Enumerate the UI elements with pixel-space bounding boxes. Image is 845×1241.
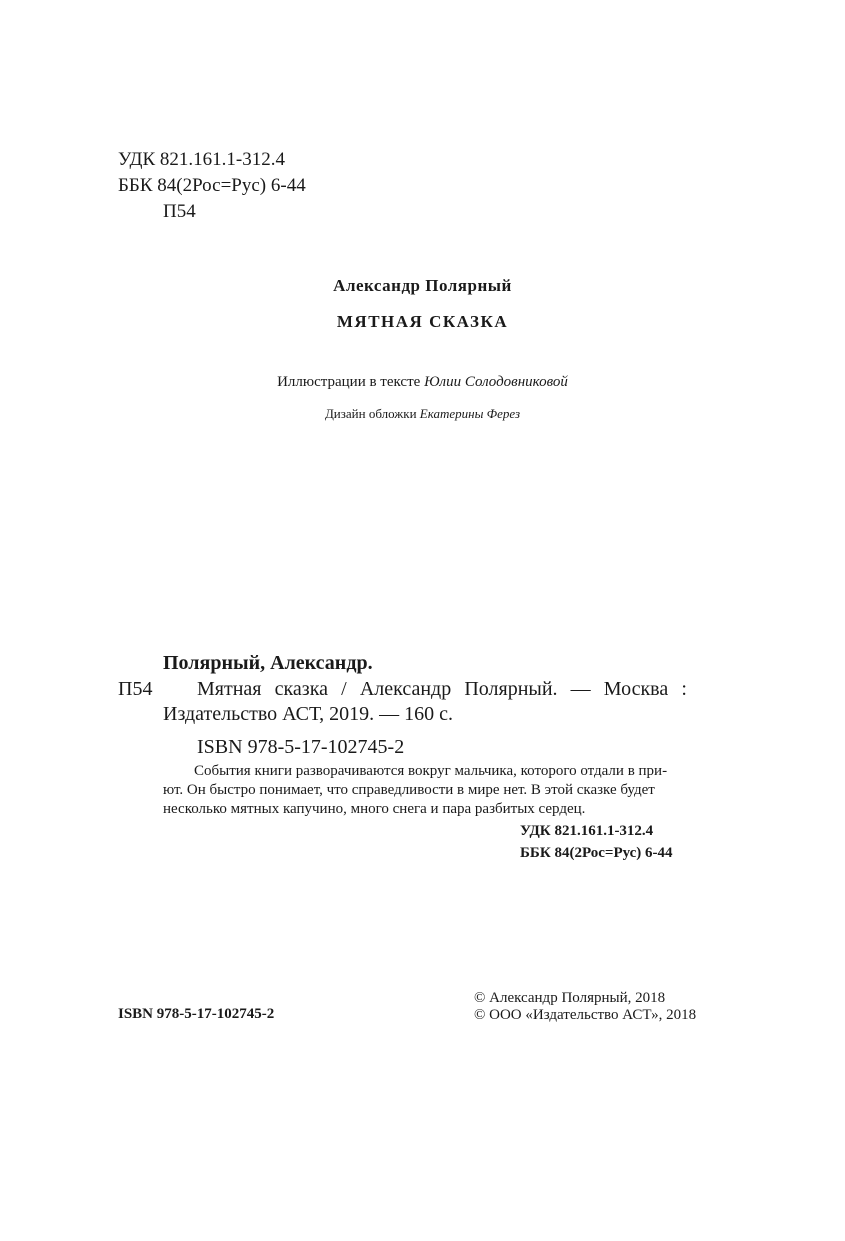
copyright-author: © Александр Полярный, 2018 — [474, 990, 666, 1006]
copyright-publisher: © ООО «Издательство АСТ», 2018 — [474, 1007, 697, 1023]
desc-word: — — [570, 678, 591, 700]
illustrations-prefix: Иллюстрации в тексте — [277, 374, 421, 390]
illustrator-name: Юлии Солодовниковой — [424, 374, 568, 390]
desc-word: Полярный. — [464, 678, 558, 700]
card-isbn: ISBN 978-5-17-102745-2 — [197, 736, 405, 758]
card-description-line1 — [197, 678, 687, 701]
author-mark: П54 — [163, 201, 196, 222]
desc-word: / — [341, 678, 347, 700]
cover-designer-name: Екатерины Ферез — [419, 406, 521, 421]
desc-word: Москва — [603, 678, 669, 700]
book-title: МЯТНАЯ СКАЗКА — [336, 312, 509, 331]
card-udk: УДК 821.161.1-312.4 — [520, 823, 654, 839]
desc-word: : — [681, 678, 687, 700]
desc-word: сказка — [274, 678, 328, 700]
illustrations-credit — [0, 374, 845, 391]
footer-isbn: ISBN 978-5-17-102745-2 — [118, 1006, 275, 1022]
desc-word: Александр — [359, 678, 452, 700]
annotation — [163, 762, 700, 819]
cover-prefix: Дизайн обложки — [324, 406, 417, 421]
bbk-code: ББК 84(2Рос=Рус) 6-44 — [118, 175, 306, 196]
annotation-line: ют. Он быстро понимает, что справедливости в мире нет. В этой сказке будет — [163, 782, 655, 798]
card-author-mark: П54 — [118, 678, 153, 700]
annotation-line: несколько мятных капучино, много снега и пара разбитых сердец. — [163, 801, 586, 817]
book-author: Александр Полярный — [333, 276, 512, 295]
desc-word: Мятная — [197, 678, 262, 700]
annotation-line: События книги разворачиваются вокруг мальчика, которого отдали в при- — [194, 763, 668, 779]
cover-credit — [0, 406, 845, 422]
card-author-heading: Полярный, Александр. — [163, 652, 373, 674]
card-description-line2: Издательство АСТ, 2019. — 160 с. — [163, 703, 454, 725]
card-bbk: ББК 84(2Рос=Рус) 6-44 — [520, 845, 673, 861]
udk-code: УДК 821.161.1-312.4 — [118, 149, 285, 170]
